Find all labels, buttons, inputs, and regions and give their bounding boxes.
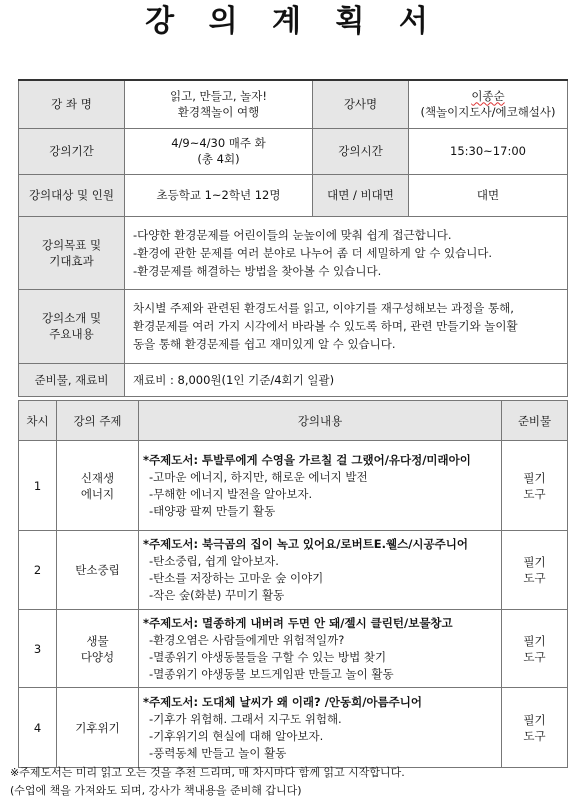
goal-label-line2: 기대효과	[49, 253, 94, 268]
session-prep	[502, 441, 568, 531]
goal-content	[125, 216, 568, 289]
content-item: -탄소중립, 쉽게 알아보자.	[149, 554, 279, 568]
course-label: 강 좌 명	[19, 80, 125, 128]
content-item: -멸종위기 야생동물 보드게임판 만들고 놀이 활동	[149, 666, 394, 681]
materials-value: 재료비 : 8,000원(1인 기준/4회기 일괄)	[125, 363, 568, 396]
session-number: 1	[19, 441, 57, 531]
intro-line: 환경문제를 여러 가지 시각에서 바라볼 수 있도록 하며, 관련 만들기와 놀이활	[133, 319, 518, 333]
prep-line: 필기	[523, 555, 546, 569]
session-content	[139, 688, 502, 768]
prep-line: 필기	[523, 633, 546, 648]
session-topic	[57, 531, 139, 610]
page-title: 강 의 계 획 서	[145, 4, 440, 39]
topic-book: *주제도서: 투발루에게 수영을 가르칠 걸 그랬어/유다정/미래아이	[143, 452, 471, 467]
lecture-info-table	[18, 79, 568, 397]
intro-label	[19, 289, 125, 363]
content-item: -기후가 위험해. 그래서 지구도 위험해.	[149, 711, 342, 726]
header-content: 강의내용	[139, 401, 502, 441]
footer-note-sub: (수업에 책을 가져와도 되며, 강사가 책내용을 준비해 갑니다)	[10, 784, 302, 797]
intro-label-line2: 주요내용	[49, 327, 94, 341]
mode-label: 대면 / 비대면	[313, 174, 409, 216]
period-value	[125, 128, 313, 174]
topic-line: 신재생	[80, 470, 115, 485]
table-row	[19, 688, 568, 768]
session-prep	[502, 688, 568, 768]
prep-line: 도구	[523, 728, 546, 743]
table-row	[19, 441, 568, 531]
time-label: 강의시간	[313, 128, 409, 174]
goal-label	[19, 216, 125, 289]
course-name-line1: 읽고, 만들고, 놀자!	[170, 89, 267, 104]
content-item: -기후위기의 현실에 대해 알아보자.	[149, 728, 324, 743]
header-prep: 준비물	[502, 401, 568, 441]
content-item: -풍력동체 만들고 놀이 활동	[149, 745, 287, 760]
session-number: 2	[19, 531, 57, 610]
content-item: -멸종위기 야생동물들을 구할 수 있는 방법 찾기	[149, 649, 387, 664]
session-number: 3	[19, 610, 57, 688]
prep-line: 도구	[523, 486, 546, 501]
session-topic	[57, 610, 139, 688]
course-name	[125, 80, 313, 128]
content-item: -작은 숲(화분) 꾸미기 활동	[149, 588, 285, 602]
prep-line: 필기	[523, 470, 546, 485]
topic-line: 다양성	[80, 649, 115, 664]
session-topic	[57, 441, 139, 531]
mode-value: 대면	[409, 174, 568, 216]
table-row	[19, 531, 568, 610]
content-item: -고마운 에너지, 하지만, 해로운 에너지 발전	[149, 469, 368, 484]
intro-content	[125, 289, 568, 363]
topic-line: 생물	[86, 633, 109, 648]
prep-line: 도구	[523, 649, 546, 664]
goal-item: -환경에 관한 문제를 여러 분야로 나누어 좀 더 세밀하게 알 수 있습니다.	[133, 245, 493, 260]
intro-label-line1: 강의소개 및	[41, 311, 102, 325]
content-item: -무해한 에너지 발전을 알아보자.	[149, 486, 313, 501]
topic-book: *주제도서: 도대체 날씨가 왜 이래? /안동희/아름주니어	[143, 694, 422, 709]
schedule-table	[18, 400, 568, 768]
lecturer-cell	[409, 80, 568, 128]
footer-note: ※주제도서는 미리 읽고 오는 것을 추천 드리며, 매 차시마다 함께 읽고 시작합니다.	[10, 766, 405, 779]
goal-label-line1: 강의목표 및	[41, 237, 102, 252]
content-item: -탄소를 저장하는 고마운 숲 이야기	[149, 571, 324, 585]
session-number: 4	[19, 688, 57, 768]
topic-line: 에너지	[80, 486, 115, 501]
period-line1: 4/9~4/30 매주 화	[171, 136, 266, 150]
target-label: 강의대상 및 인원	[19, 174, 125, 216]
table-row	[19, 610, 568, 688]
intro-line: 동을 통해 환경문제를 쉽고 재미있게 알 수 있습니다.	[133, 337, 396, 351]
session-content	[139, 531, 502, 610]
content-item: -환경오염은 사람들에게만 위험적일까?	[149, 632, 345, 647]
topic-book: *주제도서: 북극곰의 집이 녹고 있어요/로버트E.웰스/시공주니어	[143, 537, 468, 551]
period-line2: (총 4회)	[197, 152, 240, 166]
time-value: 15:30~17:00	[409, 128, 568, 174]
session-content	[139, 441, 502, 531]
target-value: 초등학교 1~2학년 12명	[125, 174, 313, 216]
goal-item: -환경문제를 해결하는 방법을 찾아볼 수 있습니다.	[133, 263, 382, 278]
period-label: 강의기간	[19, 128, 125, 174]
lecturer-name: 이종순	[471, 89, 505, 104]
lecturer-role: (책놀이지도사/에코해설사)	[420, 105, 556, 120]
lecturer-label: 강사명	[313, 80, 409, 128]
topic-line: 기후위기	[75, 720, 120, 735]
session-prep	[502, 610, 568, 688]
header-session: 차시	[19, 401, 57, 441]
content-item: -태양광 팔찌 만들기 활동	[149, 503, 276, 518]
goal-item: -다양한 환경문제를 어린이들의 눈높이에 맞춰 쉽게 접근합니다.	[133, 227, 452, 242]
intro-line: 차시별 주제와 관련된 환경도서를 읽고, 이야기를 재구성해보는 과정을 통해,	[133, 301, 514, 315]
course-name-line2: 환경책놀이 여행	[177, 105, 260, 120]
prep-line: 도구	[523, 571, 546, 585]
prep-line: 필기	[523, 712, 546, 727]
topic-book: *주제도서: 멸종하게 내버려 두면 안 돼/젤시 클린턴/보물창고	[143, 615, 453, 630]
header-topic: 강의 주제	[57, 401, 139, 441]
materials-label: 준비물, 재료비	[19, 363, 125, 396]
session-topic	[57, 688, 139, 768]
session-content	[139, 610, 502, 688]
session-prep	[502, 531, 568, 610]
topic-line: 탄소중립	[75, 563, 120, 577]
